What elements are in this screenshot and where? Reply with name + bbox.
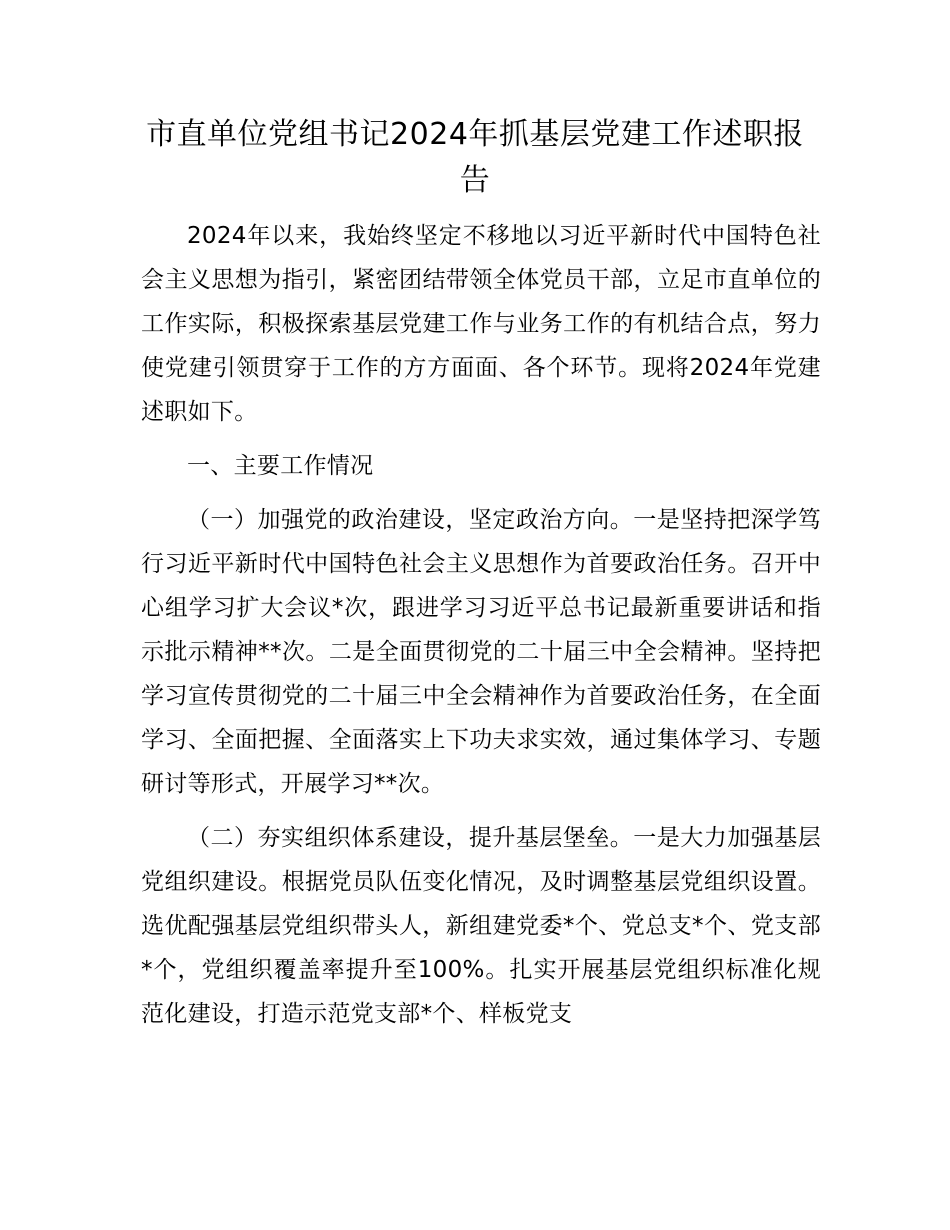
section-heading: 一、主要工作情况 xyxy=(187,453,374,479)
document-title: 市直单位党组书记2024年抓基层党建工作述职报告 xyxy=(146,117,804,198)
intro-paragraph: 2024年以来，我始终坚定不移地以习近平新时代中国特色社会主义思想为指引，紧密团结带领全体党员干部，立足市直单位的工作实际，积极探索基层党建工作与业务工作的有机结合点，努力使党建引领贯穿于工作的方方面面、各个环节。现将2024年党建述职如下。 xyxy=(141,223,821,425)
organization-construction-paragraph: （二）夯实组织体系建设，提升基层堡垒。一是大力加强基层党组织建设。根据党员队伍变化情况，及时调整基层党组织设置。选优配强基层党组织带头人，新组建党委*个、党总支*个、党支部*个，党组织覆盖率提升至100%。扎实开展基层党组织标准化规范化建设，打造示范党支部*个、样板党支 xyxy=(141,825,821,1027)
document-body xyxy=(141,214,821,1046)
political-construction-paragraph: （一）加强党的政治建设，坚定政治方向。一是坚持把深学笃行习近平新时代中国特色社会主义思想作为首要政治任务。召开中心组学习扩大会议*次，跟进学习习近平总书记最新重要讲话和指示批示精神**次。二是全面贯彻党的二十届三中全会精神。坚持把学习宣传贯彻党的二十届三中全会精神作为首要政治任务，在全面学习、全面把握、全面落实上下功夫求实效，通过集体学习、专题研讨等形式，开展学习**次。 xyxy=(141,507,821,797)
